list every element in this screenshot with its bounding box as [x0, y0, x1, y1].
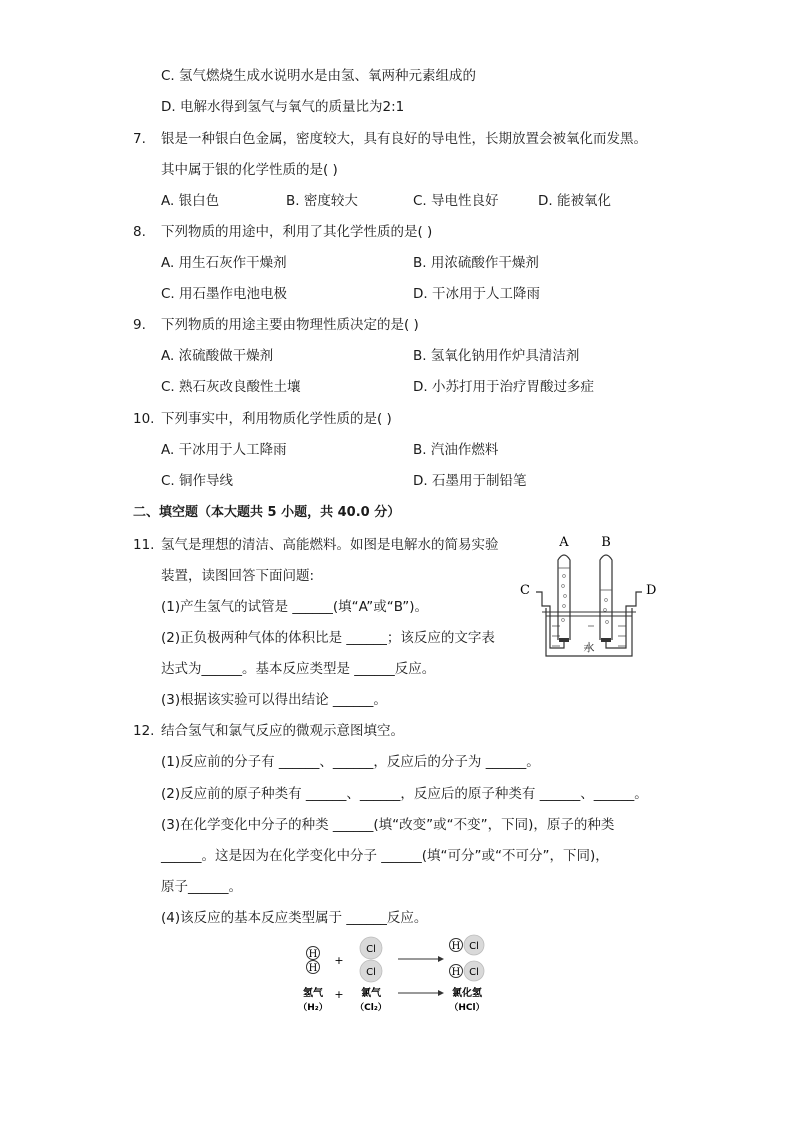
reaction-arrow	[398, 956, 444, 962]
q7-number: 7.	[133, 131, 146, 147]
q12-line5: ______。这是因为在化学变化中分子 ______(填“可分”或“不可分”，下同)，	[161, 848, 609, 864]
q9-number: 9.	[133, 317, 146, 333]
electrode-b	[601, 638, 611, 642]
q9-option-a: A. 浓硫酸做干燥剂	[161, 348, 274, 364]
test-tube-b	[600, 555, 612, 640]
q8-number: 8.	[133, 224, 146, 240]
q8-option-a: A. 用生石灰作干燥剂	[161, 255, 287, 271]
q11-line1: 氢气是理想的清洁、高能燃料。如图是电解水的简易实验	[161, 537, 499, 553]
tube-label-b: B	[601, 535, 611, 550]
h-atom-label: H	[308, 949, 318, 960]
q9-option-c: C. 熟石灰改良酸性土壤	[161, 379, 301, 395]
hydrogen-formula: （H₂）	[298, 1003, 328, 1013]
q7-option-d: D. 能被氧化	[538, 193, 611, 209]
q11-line3: (1)产生氢气的试管是 ______(填“A”或“B”)。	[161, 599, 429, 615]
q12-line2: (1)反应前的分子有 ______、______，反应后的分子为 ______。	[161, 754, 540, 770]
q8-option-c: C. 用石墨作电池电极	[161, 286, 288, 302]
h-atom-label: H	[451, 967, 461, 978]
tube-b-bubbles	[604, 599, 609, 624]
electrolysis-apparatus-figure	[514, 530, 664, 662]
q7-option-b: B. 密度较大	[286, 193, 358, 209]
q7-stem-line1: 银是一种银白色金属，密度较大，具有良好的导电性，长期放置会被氧化而发黑。	[161, 131, 647, 147]
q9-option-d: D. 小苏打用于治疗胃酸过多症	[413, 379, 594, 395]
q9-option-b: B. 氢氧化钠用作炉具清洁剂	[413, 348, 580, 364]
hcl-molecule	[450, 935, 485, 955]
q12-line1: 结合氢气和氯气反应的微观示意图填空。	[161, 723, 404, 739]
chlorine-molecule	[360, 937, 382, 982]
water-label: 水	[583, 641, 595, 654]
plus-sign: +	[334, 988, 344, 1001]
q12-line3: (2)反应前的原子种类有 ______、______，反应后的原子种类有 ______、______。	[161, 786, 648, 802]
cl-atom-label: Cl	[366, 967, 376, 978]
q11-line5: 达式为______。基本反应类型是 ______反应。	[161, 661, 436, 677]
tube-label-a: A	[559, 535, 569, 550]
q12-number: 12.	[133, 723, 155, 739]
q6-option-c: C. 氢气燃烧生成水说明水是由氢、氧两种元素组成的	[161, 68, 477, 84]
q6-option-d: D. 电解水得到氢气与氧气的质量比为2:1	[161, 99, 405, 115]
q9-stem: 下列物质的用途主要由物理性质决定的是( )	[161, 317, 419, 333]
q10-number: 10.	[133, 411, 155, 427]
q11-number: 11.	[133, 537, 155, 553]
hydrogen-name: 氢气	[303, 988, 323, 999]
chlorine-formula: （Cl₂）	[355, 1003, 387, 1013]
q12-line4: (3)在化学变化中分子的种类 ______(填“改变”或“不变”，下同)，原子的种类	[161, 817, 615, 833]
h-atom-label: H	[308, 963, 318, 974]
q11-line4: (2)正负极两种气体的体积比是 ______；该反应的文字表	[161, 630, 495, 646]
q11-line2: 装置，读图回答下面问题:	[161, 568, 315, 584]
electrode-a	[559, 638, 569, 642]
q12-line7: (4)该反应的基本反应类型属于 ______反应。	[161, 910, 428, 926]
q10-stem: 下列事实中，利用物质化学性质的是( )	[161, 411, 392, 427]
q7-option-c: C. 导电性良好	[413, 193, 499, 209]
cl-atom-label: Cl	[469, 941, 479, 952]
tube-a-bubbles	[562, 575, 567, 622]
hcl-name: 氯化氢	[452, 988, 482, 999]
q12-line6: 原子______。	[161, 879, 242, 895]
reaction-arrow	[398, 990, 444, 996]
chlorine-name: 氯气	[361, 988, 381, 999]
reaction-micro-diagram	[296, 932, 496, 1016]
hcl-molecule	[450, 961, 485, 981]
hcl-formula: （HCl）	[449, 1003, 485, 1013]
plus-sign: +	[334, 954, 344, 967]
hydrogen-molecule	[307, 947, 320, 975]
q11-line6: (3)根据该实验可以得出结论 ______。	[161, 692, 387, 708]
q10-option-d: D. 石墨用于制铅笔	[413, 473, 527, 489]
electrode-label-d: D	[646, 583, 657, 598]
q7-stem-line2: 其中属于银的化学性质的是( )	[161, 162, 338, 178]
q8-stem: 下列物质的用途中，利用了其化学性质的是( )	[161, 224, 433, 240]
q10-option-b: B. 汽油作燃料	[413, 442, 499, 458]
q8-option-b: B. 用浓硫酸作干燥剂	[413, 255, 539, 271]
q10-option-a: A. 干冰用于人工降雨	[161, 442, 287, 458]
section-heading-fill-blank: 二、填空题（本大题共 5 小题，共 40.0 分）	[133, 505, 401, 520]
q10-option-c: C. 铜作导线	[161, 473, 234, 489]
q8-option-d: D. 干冰用于人工降雨	[413, 286, 540, 302]
electrode-label-c: C	[520, 583, 530, 598]
h-atom-label: H	[451, 941, 461, 952]
q7-option-a: A. 银白色	[161, 193, 220, 209]
cl-atom-label: Cl	[469, 967, 479, 978]
cl-atom-label: Cl	[366, 944, 376, 955]
